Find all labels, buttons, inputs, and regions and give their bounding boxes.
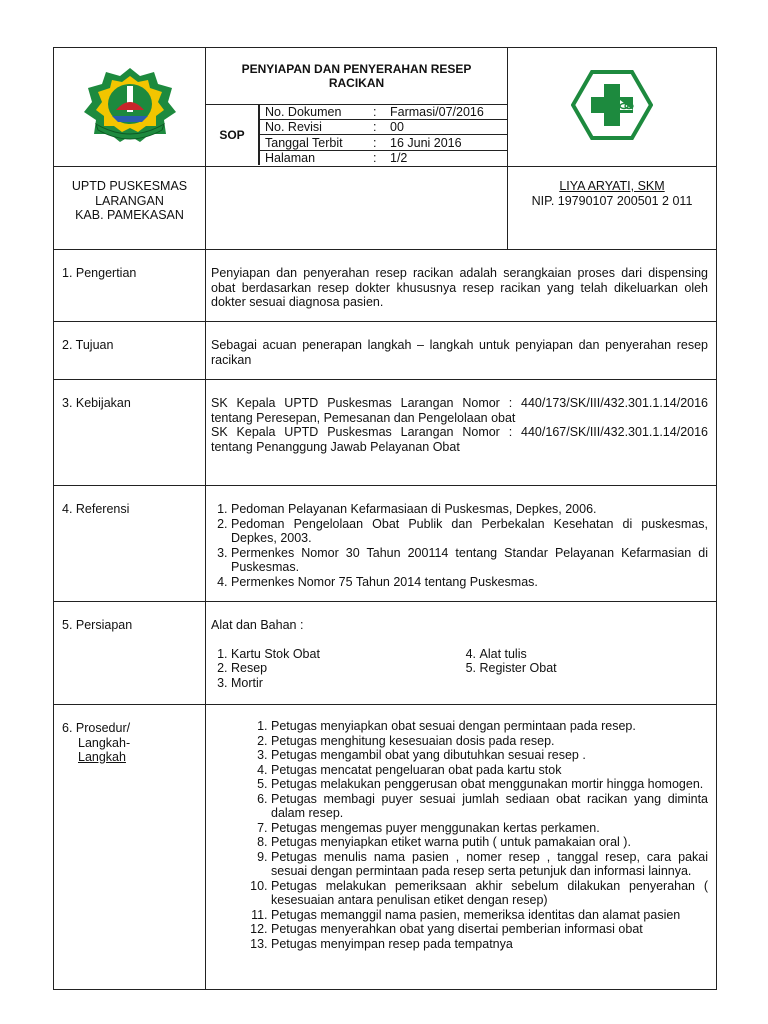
meta-row <box>260 105 508 120</box>
section-text: Penyiapan dan penyerahan resep racikan adalah serangkaian proses dari dispensing obat berdasarkan resep dokter khususnya resep racikan yang telah dikeluarkan oleh dokter sesuai diagnosa pasien. <box>206 250 717 322</box>
list-item: 2. Resep <box>231 661 460 676</box>
list-item: 6. Petugas membagi puyer sesuai jumlah sediaan obat racikan yang diminta dalam resep. <box>271 792 708 821</box>
list-item: 1. Petugas menyiapkan obat sesuai dengan permintaan pada resep. <box>271 719 708 734</box>
meta-value: Farmasi/07/2016 <box>385 105 507 120</box>
section-referensi <box>54 486 717 602</box>
left-logo-cell <box>54 48 206 167</box>
meta-sep: : <box>367 105 385 120</box>
document-title: PENYIAPAN DAN PENYERAHAN RESEP RACIKAN <box>206 48 507 105</box>
list-item: 2. Petugas menghitung kesesuaian dosis pada resep. <box>271 734 708 749</box>
section-label: Langkah- <box>78 735 131 750</box>
list-item: 3. Mortir <box>231 676 460 691</box>
list-item: 4. Petugas mencatat pengeluaran obat pada kartu stok <box>271 763 708 778</box>
materials-list-left <box>211 647 460 691</box>
org-line: UPTD PUSKESMAS <box>71 179 188 193</box>
list-item: 1. Pedoman Pelayanan Kefarmasiaan di Puskesmas, Depkes, 2006. <box>231 502 708 517</box>
list-item: 11. Petugas memanggil nama pasien, memeriksa identitas dan alamat pasien <box>271 908 708 923</box>
section-label-cell <box>54 705 206 990</box>
list-item: 4. Alat tulis <box>480 647 709 662</box>
list-item: 1. Kartu Stok Obat <box>231 647 460 662</box>
section-label: 6. Prosedur/ <box>62 721 131 735</box>
document-meta-table <box>259 105 507 165</box>
list-item: 4. Permenkes Nomor 75 Tahun 2014 tentang Puskesmas. <box>231 575 708 590</box>
list-item: 5. Petugas melakukan penggerusan obat menggunakan mortir hingga homogen. <box>271 777 708 792</box>
procedure-list <box>211 719 708 951</box>
section-kebijakan <box>54 380 717 486</box>
list-item: 5. Register Obat <box>480 661 709 676</box>
empty-cell <box>206 167 508 250</box>
organization-cell <box>54 167 206 250</box>
section-label: 5. Persiapan <box>54 602 206 705</box>
section-intro: Alat dan Bahan : <box>211 618 304 632</box>
policy-text: SK Kepala UPTD Puskesmas Larangan Nomor : 440/173/SK/III/432.301.1.14/2016 tentang Peresepan, Pemesanan dan Pengelolaan obat <box>211 396 708 425</box>
sop-meta-row <box>206 105 507 165</box>
section-tujuan <box>54 322 717 380</box>
header-row <box>54 48 717 167</box>
section-label: Langkah <box>78 750 126 764</box>
section-body <box>206 602 717 705</box>
materials-list-right <box>460 647 709 691</box>
list-item: 13. Petugas menyimpan resep pada tempatnya <box>271 937 708 952</box>
meta-label: Halaman <box>260 150 368 165</box>
sop-table <box>53 47 717 990</box>
section-persiapan <box>54 602 717 705</box>
signer-name: LIYA ARYATI, SKM <box>559 179 665 193</box>
meta-row <box>260 135 508 150</box>
list-item: 7. Petugas mengemas puyer menggunakan kertas perkamen. <box>271 821 708 836</box>
section-label: 2. Tujuan <box>54 322 206 380</box>
puskesmas-cross-logo-icon <box>571 70 653 140</box>
meta-value: 16 Juni 2016 <box>385 135 507 150</box>
meta-sep: : <box>367 135 385 150</box>
meta-sep: : <box>367 120 385 135</box>
section-body <box>206 486 717 602</box>
section-pengertian <box>54 250 717 322</box>
section-label: 3. Kebijakan <box>54 380 206 486</box>
section-prosedur <box>54 705 717 990</box>
sop-document <box>53 47 716 990</box>
list-item: 2. Pedoman Pengelolaan Obat Publik dan Perbekalan Kesehatan di puskesmas, Depkes, 2003. <box>231 517 708 546</box>
list-item: 8. Petugas menyiapkan etiket warna putih ( untuk pamakaian oral ). <box>271 835 708 850</box>
meta-sep: : <box>373 150 377 165</box>
signer-nip: NIP. 19790107 200501 2 011 <box>531 193 693 208</box>
meta-label: No. Revisi <box>260 120 368 135</box>
list-item: 3. Petugas mengambil obat yang dibutuhkan sesuai resep . <box>271 748 708 763</box>
section-body <box>206 380 717 486</box>
materials-grid <box>211 647 708 691</box>
meta-row <box>260 150 508 165</box>
organization-row <box>54 167 717 250</box>
sop-label: SOP <box>206 105 259 165</box>
meta-value: 00 <box>385 120 507 135</box>
title-cell <box>206 48 508 167</box>
list-item: 12. Petugas menyerahkan obat yang disertai pemberian informasi obat <box>271 922 708 937</box>
signature-cell <box>508 167 717 250</box>
meta-label: Tanggal Terbit <box>260 135 368 150</box>
section-label: 4. Referensi <box>54 486 206 602</box>
meta-value: 1/2 <box>390 150 408 165</box>
section-body <box>206 705 717 990</box>
list-item: 10. Petugas melakukan pemeriksaan akhir sebelum dilakukan penyerahan ( kesesuaian antara penulisan etiket dengan resep) <box>271 879 708 908</box>
list-item: 3. Permenkes Nomor 30 Tahun 200114 tentang Standar Pelayanan Kefarmasian di Puskesmas. <box>231 546 708 575</box>
section-label: 1. Pengertian <box>54 250 206 322</box>
org-line: LARANGAN <box>95 193 164 208</box>
kabupaten-pamekasan-emblem-icon <box>82 66 178 144</box>
right-logo-cell <box>508 48 717 167</box>
meta-label: No. Dokumen <box>260 105 368 120</box>
reference-list <box>211 502 708 589</box>
list-item: 9. Petugas menulis nama pasien , nomer resep , tanggal resep, cara pakai sesuai dengan permintaan pada resep serta petunjuk dan informasi lainnya. <box>271 850 708 879</box>
section-text: Sebagai acuan penerapan langkah – langkah untuk penyiapan dan penyerahan resep racikan <box>206 322 717 380</box>
meta-row <box>260 120 508 135</box>
org-line: KAB. PAMEKASAN <box>75 208 184 222</box>
policy-text: SK Kepala UPTD Puskesmas Larangan Nomor : 440/167/SK/III/432.301.1.14/2016 tentang Penanggung Jawab Pelayanan Obat <box>211 425 708 454</box>
